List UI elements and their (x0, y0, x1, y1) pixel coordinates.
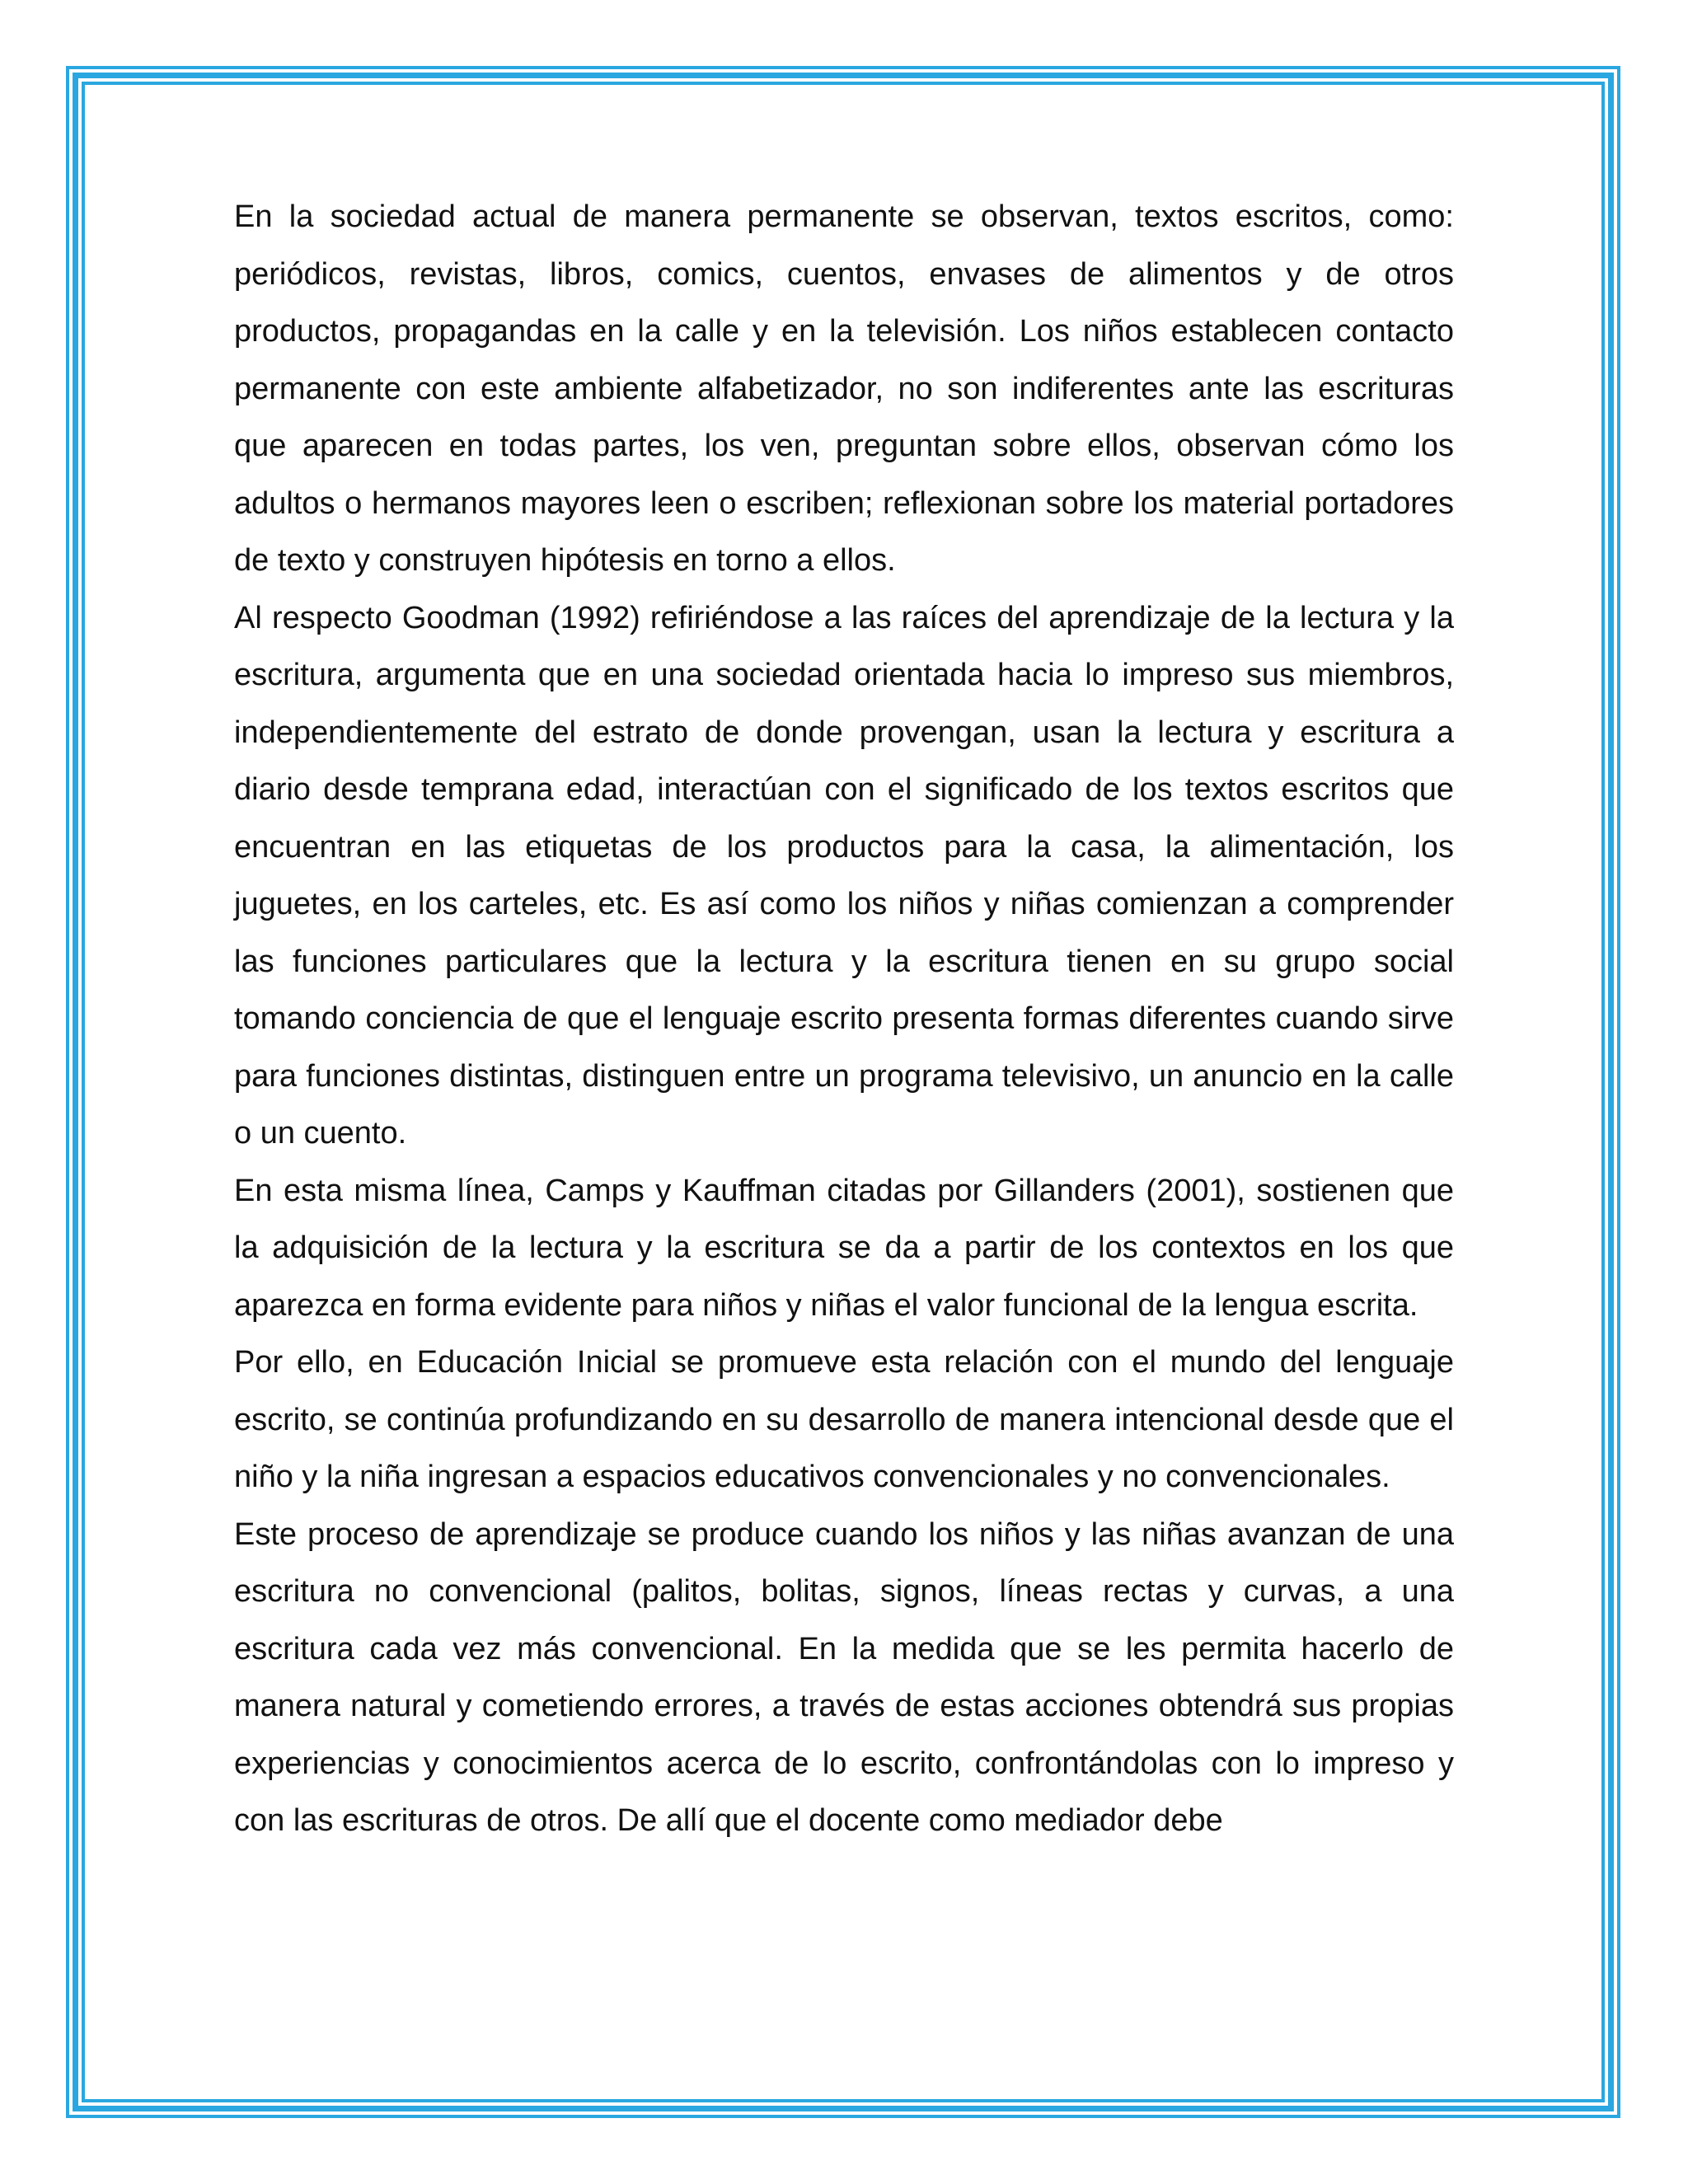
paragraph-5: Este proceso de aprendizaje se produce cuando los niños y las niñas avanzan de una escritura no convencional (palitos, bolitas, signos, líneas rectas y curvas, a una escritura cada vez más convencional. En la medida que se les permita hacerlo de manera natural y cometiendo errores, a través de estas acciones obtendrá sus propias experiencias y conocimientos acerca de lo escrito, confrontándolas con lo impreso y con las escrituras de otros. De allí que el docente como mediador debe (234, 1516, 1454, 1838)
paragraph-4: Por ello, en Educación Inicial se promueve esta relación con el mundo del lenguaje escrito, se continúa profundizando en su desarrollo de manera intencional desde que el niño y la niña ingresan a espacios educativos convencionales y no convencionales. (234, 1345, 1454, 1494)
document-body (234, 189, 1454, 1850)
paragraph-1: En la sociedad actual de manera permanente se observan, textos escritos, como: periódicos, revistas, libros, comics, cuentos, envases de alimentos y de otros productos, propagandas en la calle y en la televisión. Los niños establecen contacto permanente con este ambiente alfabetizador, no son indiferentes ante las escrituras que aparecen en todas partes, los ven, preguntan sobre ellos, observan cómo los adultos o hermanos mayores leen o escriben; reflexionan sobre los material portadores de texto y construyen hipótesis en torno a ellos. (234, 199, 1454, 578)
paragraph-2: Al respecto Goodman (1992) refiriéndose a las raíces del aprendizaje de la lectura y la escritura, argumenta que en una sociedad orientada hacia lo impreso sus miembros, independientemente del estrato de donde provengan, usan la lectura y escritura a diario desde temprana edad, interactúan con el significado de los textos escritos que encuentran en las etiquetas de los productos para la casa, la alimentación, los juguetes, en los carteles, etc. Es así como los niños y niñas comienzan a comprender las funciones particulares que la lectura y la escritura tienen en su grupo social tomando conciencia de que el lenguaje escrito presenta formas diferentes cuando sirve para funciones distintas, distinguen entre un programa televisivo, un anuncio en la calle o un cuento. (234, 600, 1454, 1151)
paragraph-3: En esta misma línea, Camps y Kauffman citadas por Gillanders (2001), sostienen que la adquisición de la lectura y la escritura se da a partir de los contextos en los que aparezca en forma evidente para niños y niñas el valor funcional de la lengua escrita. (234, 1173, 1454, 1323)
